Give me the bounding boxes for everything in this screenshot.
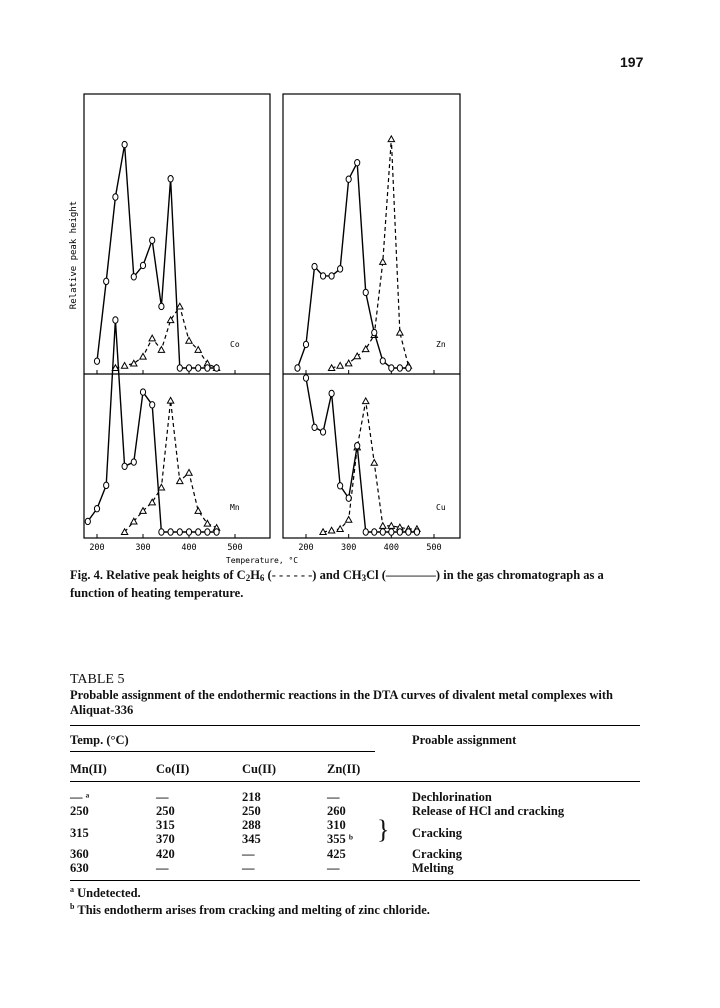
marker-c2h6-zn-8 <box>397 329 403 335</box>
marker-ch3cl-mn-13 <box>205 529 210 535</box>
marker-c2h6-mn-5 <box>167 397 173 403</box>
marker-ch3cl-zn-8 <box>363 289 368 295</box>
marker-c2h6-mn-7 <box>186 469 192 475</box>
marker-ch3cl-co-11 <box>196 365 201 371</box>
marker-ch3cl-co-4 <box>131 274 136 280</box>
marker-ch3cl-co-9 <box>177 365 182 371</box>
marker-ch3cl-cu-10 <box>389 529 394 535</box>
marker-c2h6-cu-7 <box>380 523 386 529</box>
marker-c2h6-mn-4 <box>158 484 164 490</box>
cell-co-6: — <box>156 861 169 875</box>
marker-ch3cl-cu-6 <box>355 443 360 449</box>
marker-ch3cl-zn-11 <box>389 365 394 371</box>
marker-c2h6-mn-8 <box>195 508 201 514</box>
marker-ch3cl-zn-12 <box>397 365 402 371</box>
assignment-header: Proable assignment <box>412 733 517 747</box>
marker-ch3cl-zn-1 <box>303 341 308 347</box>
marker-ch3cl-co-8 <box>168 176 173 182</box>
series-c2h6-mn <box>125 401 217 532</box>
marker-ch3cl-zn-7 <box>355 159 360 165</box>
page-number: 197 <box>620 54 644 70</box>
marker-ch3cl-co-12 <box>205 365 210 371</box>
xtick-label-left-400: 400 <box>181 543 197 553</box>
x-axis-label: Temperature, °C <box>225 556 299 565</box>
marker-ch3cl-cu-7 <box>363 529 368 535</box>
caption-text-4: Cl (————) in the gas chromatograph as a function of heating temperature. <box>70 568 604 600</box>
marker-ch3cl-zn-10 <box>380 358 385 364</box>
caption-sub-1: 2 <box>245 573 251 583</box>
col-header-mn: Mn(II) <box>70 762 107 776</box>
temp-group-header: Temp. (°C) <box>70 733 129 747</box>
table-caption: Probable assignment of the endothermic reactions in the DTA curves of divalent metal complexes with Aliquat-336 <box>70 688 614 717</box>
panel-label-mn: Mn <box>230 503 240 512</box>
cell-mn-0: — ᵃ <box>70 790 90 804</box>
footnote-b: $^b$ This endotherm arises from cracking and melting of zinc chloride. <box>70 902 430 918</box>
cell-mn-5: 360 <box>70 847 89 861</box>
marker-ch3cl-mn-9 <box>168 529 173 535</box>
marker-c2h6-zn-4 <box>363 346 369 352</box>
marker-c2h6-cu-6 <box>371 460 377 466</box>
table-top-rule <box>70 725 640 726</box>
series-c2h6-zn <box>332 139 409 368</box>
cell-assign-6: Melting <box>412 861 454 875</box>
cell-assign-0: Dechlorination <box>412 790 492 804</box>
table-title: TABLE 5 <box>70 672 125 687</box>
cell-assign-5: Cracking <box>412 847 462 861</box>
cell-cu-2: 288 <box>242 818 261 832</box>
marker-ch3cl-zn-3 <box>320 273 325 279</box>
cell-mn-1: 250 <box>70 804 89 818</box>
caption-text-3: (- - - - - -) and CH <box>264 568 362 582</box>
cell-zn-0: — <box>327 790 340 804</box>
cell-zn-2: 310 <box>327 818 346 832</box>
caption-text-2: H <box>250 568 260 582</box>
xtick-label-left-300: 300 <box>135 543 151 553</box>
caption-sub-2: 6 <box>259 573 265 583</box>
cell-cu-4: 345 <box>242 832 261 846</box>
cell-co-0: — <box>156 790 169 804</box>
marker-ch3cl-co-0 <box>94 358 99 364</box>
table-bottom-rule <box>70 880 640 881</box>
marker-ch3cl-mn-14 <box>214 529 219 535</box>
marker-c2h6-co-8 <box>186 337 192 343</box>
cell-cu-1: 250 <box>242 804 261 818</box>
marker-ch3cl-zn-5 <box>338 266 343 272</box>
marker-c2h6-zn-3 <box>354 353 360 359</box>
footnote-a: $^a$ Undetected. <box>70 885 141 901</box>
col-header-co: Co(II) <box>156 762 190 776</box>
marker-ch3cl-mn-5 <box>131 459 136 465</box>
group-header-rule <box>70 751 375 752</box>
panel-label-co: Co <box>230 340 240 349</box>
marker-c2h6-mn-6 <box>177 478 183 484</box>
marker-c2h6-cu-2 <box>337 526 343 532</box>
marker-c2h6-zn-1 <box>337 362 343 368</box>
cell-co-2: 315 <box>156 818 175 832</box>
cell-mn-3: 315 <box>70 826 89 840</box>
cell-cu-6: — <box>242 861 255 875</box>
marker-ch3cl-mn-10 <box>177 529 182 535</box>
xtick-label-left-200: 200 <box>89 543 105 553</box>
figure-caption <box>70 568 650 601</box>
marker-ch3cl-mn-6 <box>140 389 145 395</box>
marker-c2h6-co-3 <box>140 353 146 359</box>
cell-mn-6: 630 <box>70 861 89 875</box>
xtick-label-left-500: 500 <box>227 543 243 553</box>
marker-c2h6-co-4 <box>149 335 155 341</box>
panel-label-cu: Cu <box>436 503 446 512</box>
marker-ch3cl-co-6 <box>150 237 155 243</box>
cell-cu-0: 218 <box>242 790 261 804</box>
marker-ch3cl-mn-0 <box>85 518 90 524</box>
cell-zn-1: 260 <box>327 804 346 818</box>
xtick-label-right-300: 300 <box>340 543 357 553</box>
marker-ch3cl-cu-5 <box>346 495 351 501</box>
marker-ch3cl-cu-13 <box>414 529 419 535</box>
marker-ch3cl-zn-0 <box>295 365 300 371</box>
marker-ch3cl-zn-2 <box>312 263 317 269</box>
xtick-label-right-400: 400 <box>383 543 400 553</box>
marker-ch3cl-mn-11 <box>186 529 191 535</box>
series-c2h6-cu <box>323 401 417 532</box>
caption-text-1: Relative peak heights of C <box>106 568 246 582</box>
marker-ch3cl-zn-6 <box>346 176 351 182</box>
marker-ch3cl-zn-4 <box>329 273 334 279</box>
cell-zn-5: 425 <box>327 847 346 861</box>
xtick-label-right-200: 200 <box>298 543 314 553</box>
marker-c2h6-co-1 <box>121 363 127 369</box>
marker-c2h6-zn-2 <box>345 360 351 366</box>
cell-co-5: 420 <box>156 847 175 861</box>
col-header-cu: Cu(II) <box>242 762 277 776</box>
panel-label-zn: Zn <box>436 340 446 349</box>
cell-co-1: 250 <box>156 804 175 818</box>
marker-ch3cl-co-1 <box>104 278 109 284</box>
marker-ch3cl-cu-2 <box>320 429 325 435</box>
marker-ch3cl-mn-7 <box>150 402 155 408</box>
marker-ch3cl-cu-3 <box>329 390 334 396</box>
brace-symbol: } <box>377 815 390 844</box>
marker-ch3cl-co-7 <box>159 303 164 309</box>
marker-ch3cl-co-13 <box>214 365 219 371</box>
marker-c2h6-co-5 <box>158 347 164 353</box>
marker-ch3cl-cu-0 <box>303 375 308 381</box>
marker-ch3cl-co-3 <box>122 141 127 147</box>
marker-ch3cl-mn-2 <box>104 482 109 488</box>
cell-assign-1: Release of HCl and cracking <box>412 804 565 818</box>
caption-sub-3: 3 <box>361 573 367 583</box>
caption-fig-label: Fig. 4. <box>70 568 103 582</box>
marker-c2h6-co-9 <box>195 347 201 353</box>
marker-ch3cl-cu-1 <box>312 424 317 430</box>
marker-ch3cl-cu-4 <box>338 483 343 489</box>
marker-ch3cl-zn-9 <box>372 329 377 335</box>
marker-ch3cl-mn-8 <box>159 529 164 535</box>
marker-c2h6-zn-7 <box>388 136 394 142</box>
marker-ch3cl-cu-12 <box>406 529 411 535</box>
marker-c2h6-cu-3 <box>345 516 351 522</box>
marker-ch3cl-cu-9 <box>380 529 385 535</box>
marker-ch3cl-mn-12 <box>196 529 201 535</box>
marker-c2h6-zn-6 <box>380 259 386 265</box>
xtick-label-right-500: 500 <box>426 543 442 553</box>
cell-zn-4: 355 ᵇ <box>327 832 353 846</box>
marker-c2h6-mn-3 <box>149 499 155 505</box>
marker-ch3cl-cu-8 <box>372 529 377 535</box>
cell-assign-3: Cracking <box>412 826 462 840</box>
marker-ch3cl-mn-1 <box>94 505 99 511</box>
series-c2h6-co <box>115 306 216 368</box>
cell-zn-6: — <box>327 861 340 875</box>
marker-ch3cl-co-10 <box>186 365 191 371</box>
marker-ch3cl-cu-11 <box>397 529 402 535</box>
y-axis-label: Relative peak height <box>69 200 79 310</box>
col-header-zn: Zn(II) <box>327 762 361 776</box>
cell-cu-5: — <box>242 847 255 861</box>
marker-ch3cl-mn-3 <box>113 317 118 323</box>
marker-c2h6-cu-5 <box>363 398 369 404</box>
marker-ch3cl-co-2 <box>113 194 118 200</box>
cell-co-4: 370 <box>156 832 175 846</box>
marker-ch3cl-mn-4 <box>122 463 127 469</box>
header-bottom-rule <box>70 781 640 782</box>
series-ch3cl-cu <box>306 378 417 532</box>
marker-ch3cl-zn-13 <box>406 365 411 371</box>
marker-ch3cl-co-5 <box>140 262 145 268</box>
